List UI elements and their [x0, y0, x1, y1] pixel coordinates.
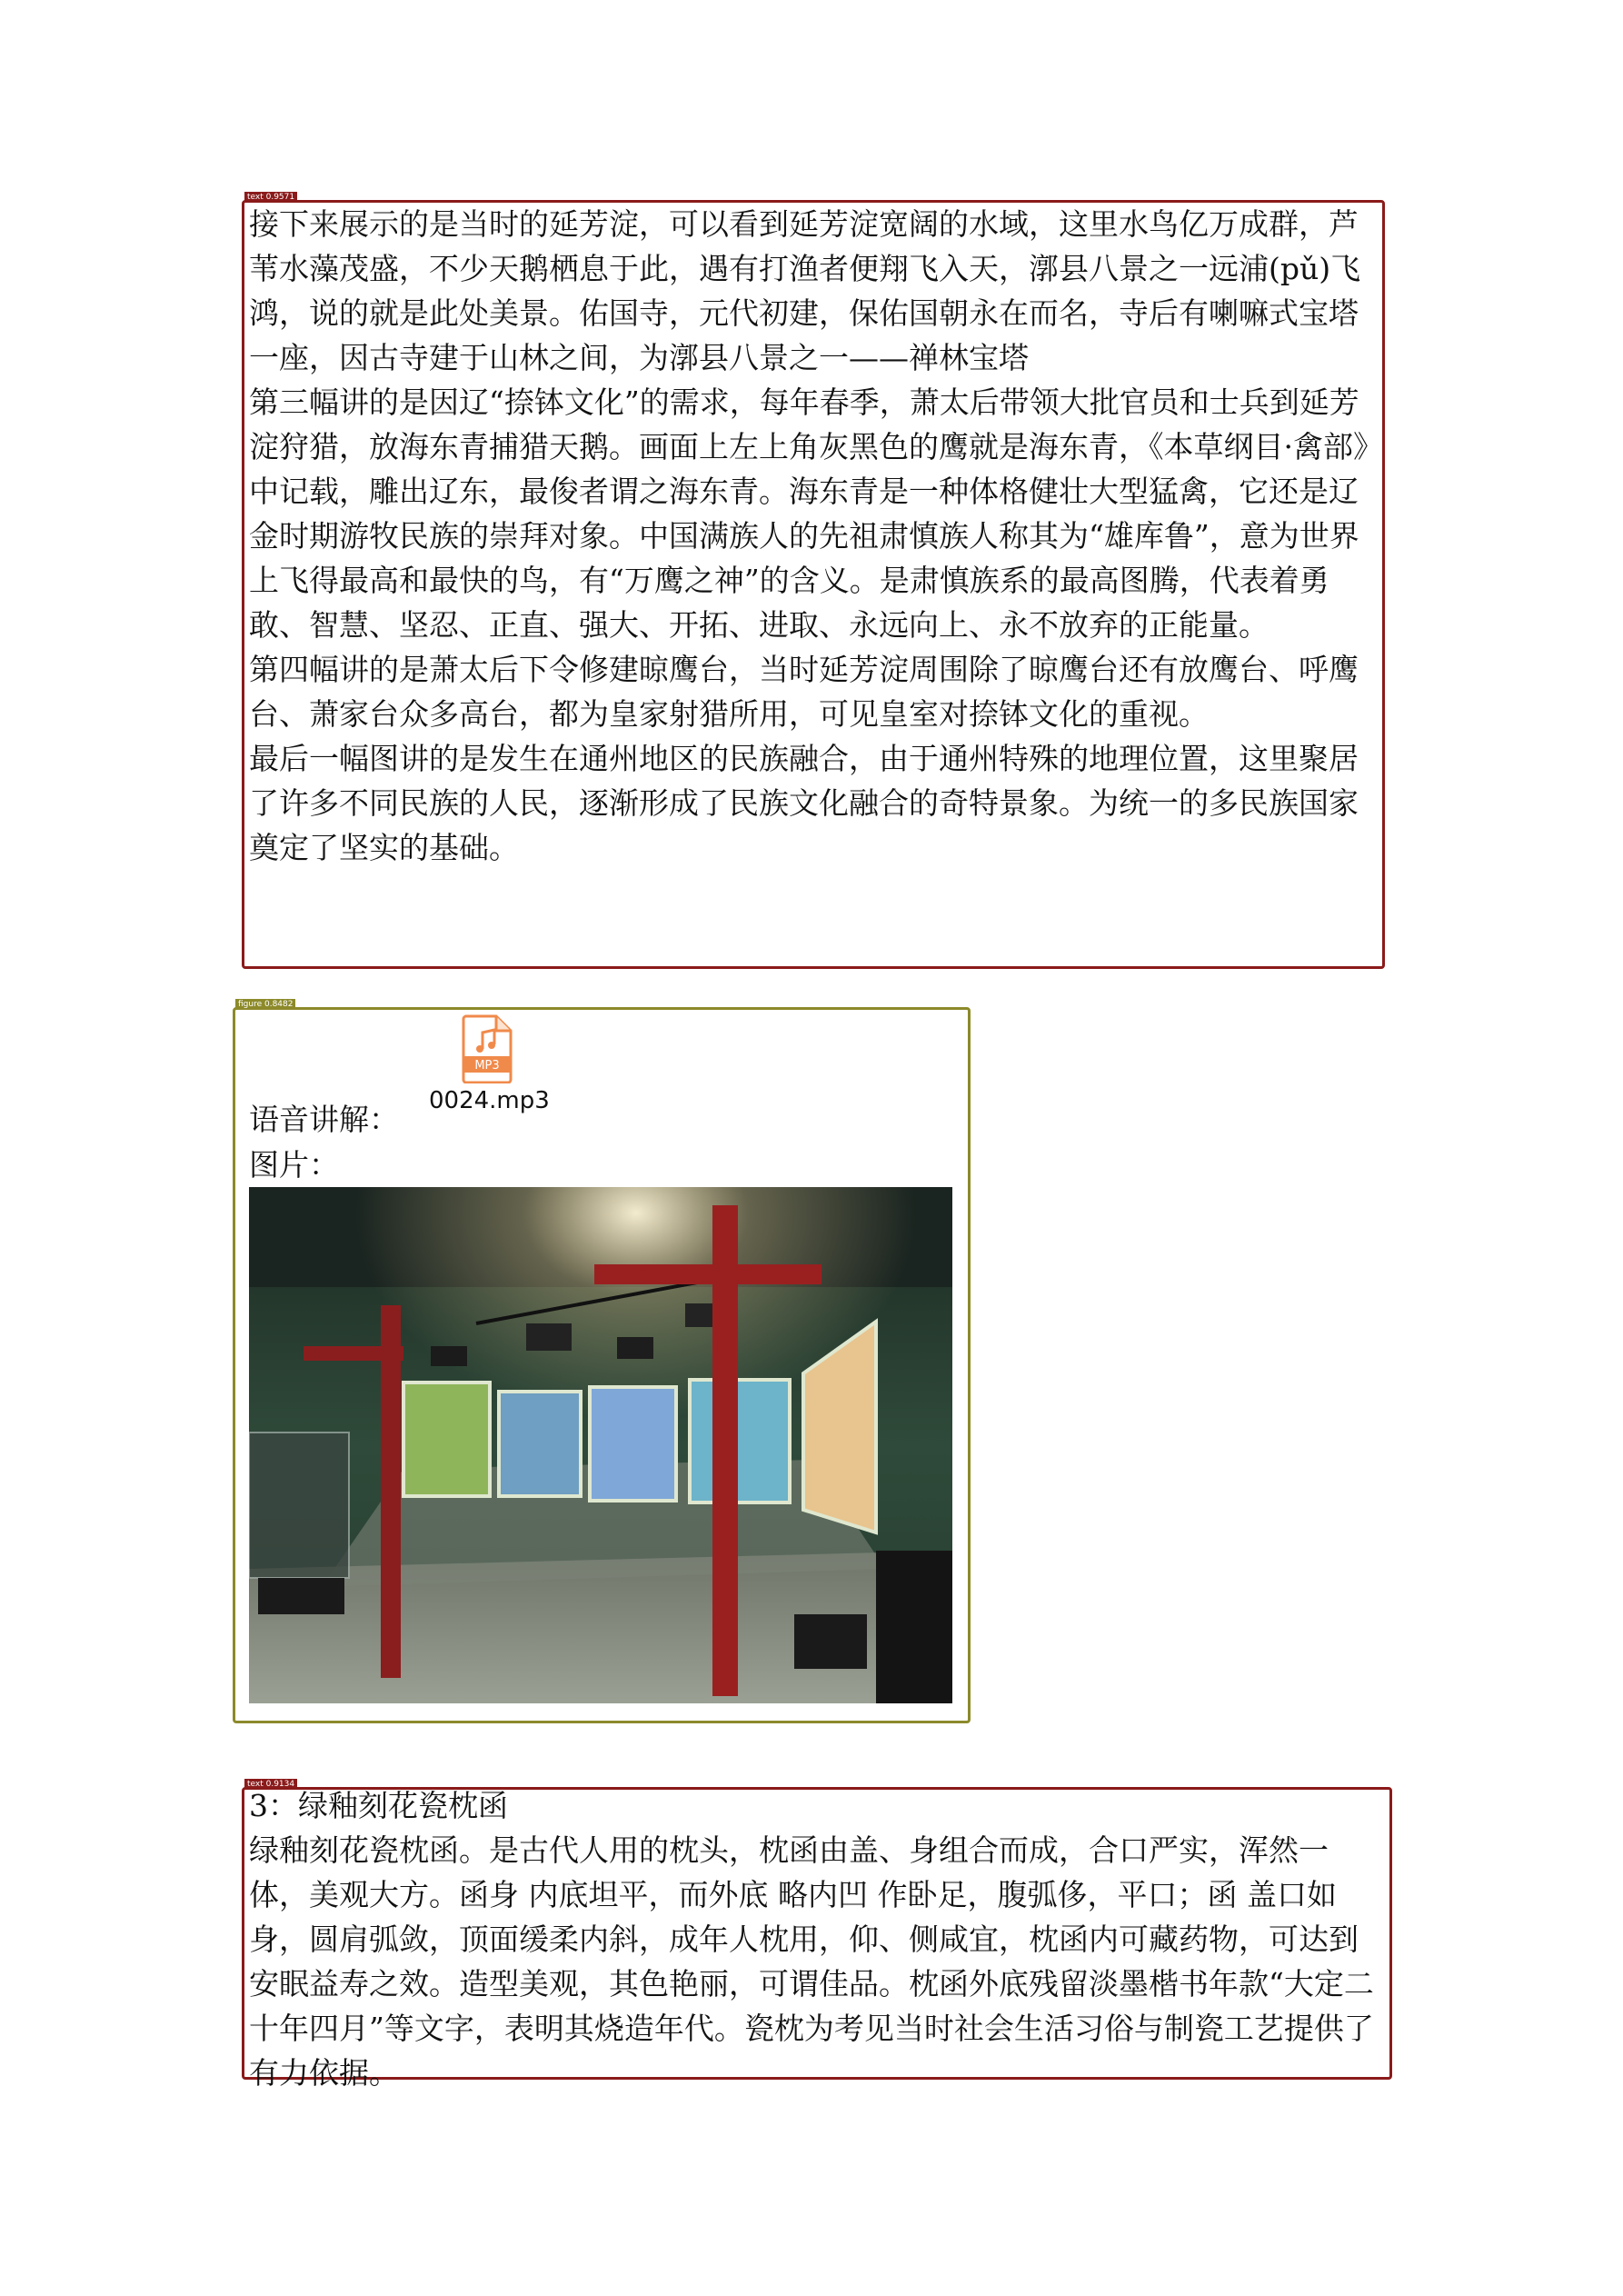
region-score-tag: text 0.9571 — [244, 192, 297, 203]
section-heading: 3：绿釉刻花瓷枕函 — [249, 1788, 508, 1823]
mp3-file-icon[interactable] — [460, 1014, 514, 1083]
paragraph: 第四幅讲的是萧太后下令修建晾鹰台，当时延芳淀周围除了晾鹰台还有放鹰台、呼鹰台、萧家台众多高台，都为皇家射猎所用，可见皇室对捺钵文化的重视。 — [249, 652, 1359, 732]
paragraph: 绿釉刻花瓷枕函。是古代人用的枕头，枕函由盖、身组合而成，合口严实，浑然一体，美观大方。函身 内底坦平，而外底 略内凹 作卧足，腹弧侈，平口；函 盖口如身，圆肩弧敛，顶面缓柔内斜，成年人枕用，仰、侧咸宜，枕函内可藏药物，可达到安眠益寿之效。造型美观，其色艳丽，可谓佳品。枕函外底残留淡墨楷书年款“大定二十年四月”等文字，表明其烧造年代。瓷枕为考见当时社会生活习俗与制瓷工艺提供了有力依据。 — [249, 1832, 1374, 2091]
music-note-icon — [460, 1014, 514, 1083]
text-block-1 — [249, 202, 1376, 870]
text-block-2 — [249, 1783, 1383, 2095]
mp3-badge: MP3 — [474, 1059, 500, 1073]
audio-label: 语音讲解： — [249, 1102, 399, 1137]
image-label: 图片： — [249, 1147, 339, 1183]
region-score-tag: figure 0.8482 — [235, 999, 295, 1010]
paragraph: 最后一幅图讲的是发生在通州地区的民族融合，由于通州特殊的地理位置，这里聚居了许多不同民族的人民，逐渐形成了民族文化融合的奇特景象。为统一的多民族国家奠定了坚实的基础。 — [249, 741, 1359, 865]
paragraph: 接下来展示的是当时的延芳淀，可以看到延芳淀宽阔的水域，这里水鸟亿万成群，芦苇水藻茂盛，不少天鹅栖息于此，遇有打渔者便翔飞入天，漷县八景之一远浦(pǔ)飞鸿，说的就是此处美景。佑国寺，元代初建，保佑国朝永在而名，寺后有喇嘛式宝塔一座，因古寺建于山林之间，为漷县八景之一——禅林宝塔 — [249, 206, 1361, 375]
audio-file-name[interactable]: 0024.mp3 — [429, 1087, 550, 1114]
region-score-tag: text 0.9134 — [244, 1779, 297, 1790]
paragraph: 第三幅讲的是因辽“捺钵文化”的需求，每年春季，萧太后带领大批官员和士兵到延芳淀狩猎，放海东青捕猎天鹅。画面上左上角灰黑色的鹰就是海东青，《本草纲目·禽部》中记载，雕出辽东，最俊者谓之海东青。海东青是一种体格健壮大型猛禽，它还是辽金时期游牧民族的崇拜对象。中国满族人的先祖肃慎族人称其为“雄库鲁”，意为世界上飞得最高和最快的鸟，有“万鹰之神”的含义。是肃慎族系的最高图腾，代表着勇敢、智慧、坚忍、正直、强大、开拓、进取、永远向上、永不放弃的正能量。 — [249, 384, 1369, 643]
exhibition-hall-photo — [249, 1187, 952, 1703]
